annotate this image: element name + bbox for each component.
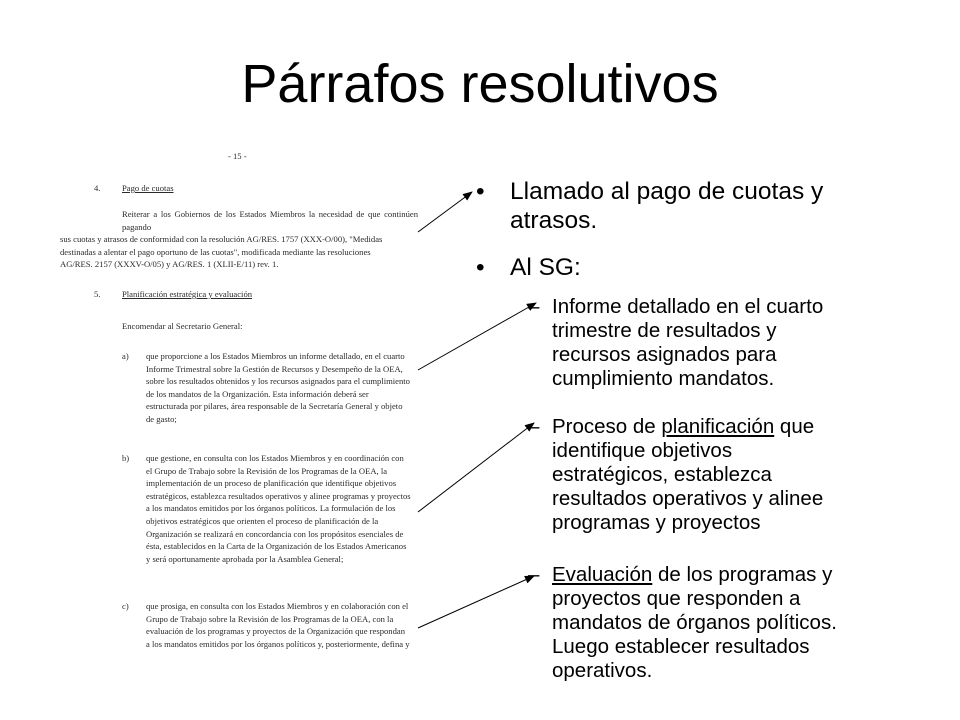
item-c-text: que prosiga, en consulta con los Estados Miembros y en colaboración con el Grupo de Trabajo sobre la Revisión de los Programas de la OEA, con la evaluación de los programas y proyectos de la Organización que respondan a los mandatos emitidos por los órganos políticos y, posteriormente, defina y xyxy=(146,601,410,649)
bullet-marker: • xyxy=(476,254,485,281)
item-b-text: que gestione, en consulta con los Estados Miembros y en coordinación con el Grupo de Trabajo sobre la Revisión de los Programas de la OEA, la implementación de un proceso de planificación que identifique objetivos estratégicos, establezca resultados operativos y alinee programas y proyectos a los mandatos emitidos por los órganos políticos. La formulación de los objetivos estratégicos que orienten el proceso de planificación de la Organización se realizará en concordancia con los propósitos esenciales de ésta, establecidos en la Carta de la Organización de los Estados Americanos y será oportunamente aprobada por la Asamblea General; xyxy=(146,453,411,564)
item-a-letter: a) xyxy=(122,351,129,361)
item-a-text: que proporcione a los Estados Miembros un informe detallado, en el cuarto Informe Trimestral sobre la Gestión de Recursos y Desempeño de la OEA, sobre los resultados obtenidos y los recursos asignados para el cumplimiento de los mandatos de la Organización. Esta información deberá ser estructurada por pilares, área responsable de la Secretaría General y objeto de gasto; xyxy=(146,351,410,424)
section-4-number: 4. xyxy=(94,183,101,193)
bullet-marker: • xyxy=(476,178,485,205)
section-4-heading: Pago de cuotas xyxy=(122,183,174,193)
slide-title: Párrafos resolutivos xyxy=(241,54,719,114)
planificacion-underlined: planificación xyxy=(661,415,775,438)
dash-marker: – xyxy=(528,295,540,318)
dash-marker: – xyxy=(528,563,540,586)
arrow-to-sub-bullet-3 xyxy=(418,576,534,628)
evaluacion-underlined: Evaluación xyxy=(552,563,653,586)
arrow-to-bullet-1 xyxy=(418,192,472,232)
section-4-text: Reiterar a los Gobiernos de los Estados Miembros la necesidad de que continúen pagando sus cuotas y atrasos de conformidad con la resolución AG/RES. 1757 (XXX-O/00), "Medidas destinadas a alentar el pago oportuno de las cuotas", modificada mediante las resoluciones AG/RES. 2157 (XXXV-O/05) y AG/RES. 1 (XLII-E/11) rev. 1. xyxy=(60,209,418,270)
dash-marker: – xyxy=(528,415,540,438)
section-5-heading: Planificación estratégica y evaluación xyxy=(122,289,253,299)
section-5-intro: Encomendar al Secretario General: xyxy=(122,321,243,331)
arrow-to-sub-bullet-1 xyxy=(418,303,536,370)
item-c-letter: c) xyxy=(122,601,129,611)
arrow-to-sub-bullet-2 xyxy=(418,423,534,512)
page-number: - 15 - xyxy=(228,151,247,161)
section-5-number: 5. xyxy=(94,289,101,299)
item-b-letter: b) xyxy=(122,453,130,463)
